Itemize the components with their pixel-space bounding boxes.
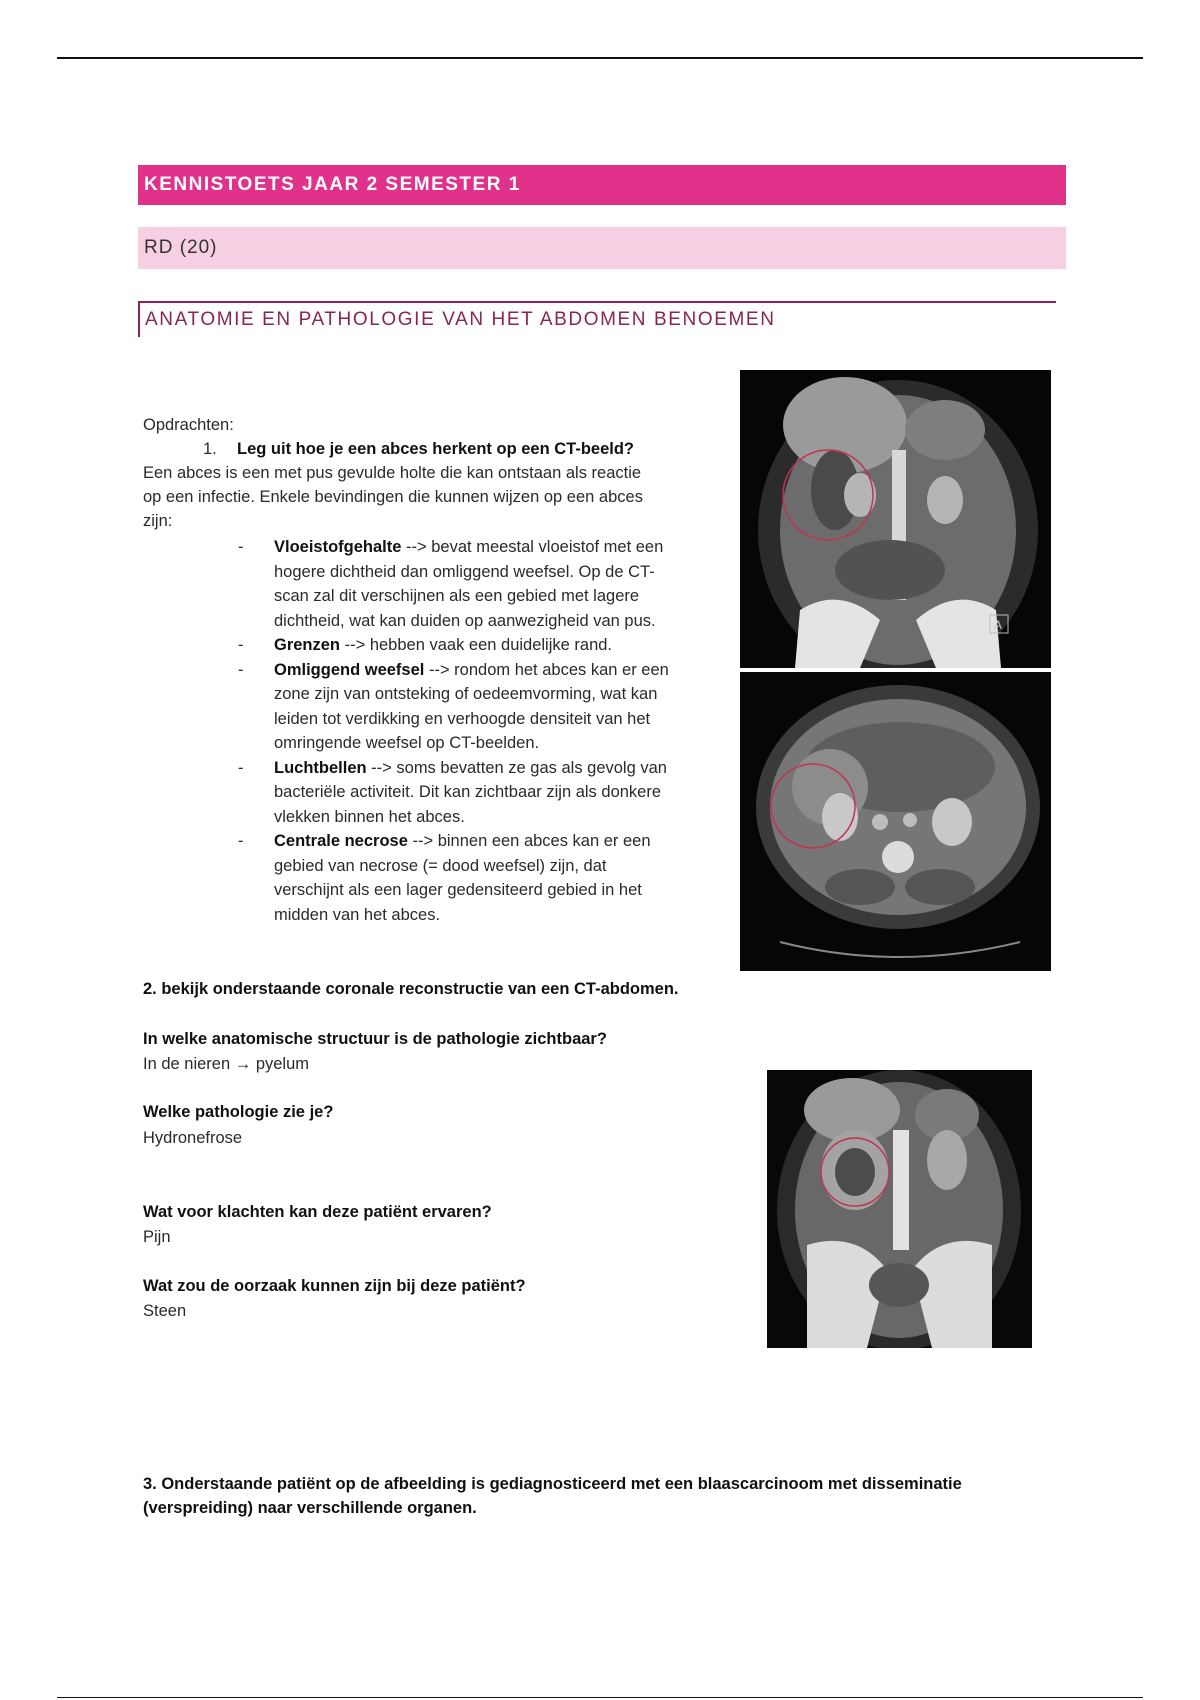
bullet-text: dichtheid, wat kan duiden op aanwezigheid van pus. <box>274 611 656 630</box>
bullet-dash: - <box>238 832 244 850</box>
question-2a: In welke anatomische structuur is de pathologie zichtbaar? <box>143 1030 607 1048</box>
question-3-line: (verspreiding) naar verschillende organen. <box>143 1499 477 1517</box>
list-item <box>238 535 718 633</box>
bullet-dash: - <box>238 660 244 679</box>
answer-2a: In de nieren → pyelum <box>143 1055 310 1073</box>
question-1-title: Leg uit hoe je een abces herkent op een CT-beeld? <box>237 440 635 458</box>
subtitle-banner: RD (20) <box>138 227 1066 269</box>
bullet-text: verschijnt als een lager gedensiteerd gebied in het <box>274 881 642 899</box>
hydronephrosis-ct-image <box>767 1070 1032 1348</box>
answer-line: Een abces is een met pus gevulde holte die kan ontstaan als reactie <box>143 464 642 482</box>
bullet-text: scan zal dit verschijnen als een gebied met lagere <box>274 587 640 605</box>
bullet-text: --> binnen een abces kan er een <box>407 832 651 850</box>
top-rule <box>57 57 1143 59</box>
bullet-term: Grenzen <box>274 636 341 654</box>
section-heading: ANATOMIE EN PATHOLOGIE VAN HET ABDOMEN BENOEMEN <box>138 301 1056 337</box>
axial-ct-image <box>740 672 1051 971</box>
bullet-text: omringende weefsel op CT-beelden. <box>274 734 540 752</box>
bullet-text: leiden tot verdikking en verhoogde densiteit van het <box>274 709 651 728</box>
answer-2b: Hydronefrose <box>143 1129 243 1147</box>
list-item <box>238 829 718 927</box>
answer-line: zijn: <box>143 512 173 530</box>
bullet-term: Vloeistofgehalte <box>274 538 402 556</box>
bullet-text: --> rondom het abces kan er een <box>424 660 669 679</box>
question-2b: Welke pathologie zie je? <box>143 1103 334 1121</box>
bullet-text: midden van het abces. <box>274 905 441 924</box>
bullet-dash: - <box>238 538 244 556</box>
list-item <box>238 633 718 658</box>
list-item <box>238 756 718 830</box>
bullet-text: hogere dichtheid dan omliggend weefsel. Op de CT- <box>274 562 655 581</box>
assignments-label: Opdrachten: <box>143 416 234 434</box>
bullet-text: --> soms bevatten ze gas als gevolg van <box>366 758 667 777</box>
question-2c: Wat voor klachten kan deze patiënt ervaren? <box>143 1203 492 1221</box>
bullet-text: --> bevat meestal vloeistof met een <box>401 538 664 556</box>
question-2-title: 2. bekijk onderstaande coronale reconstructie van een CT-abdomen. <box>143 980 679 998</box>
bullet-text: --> hebben vaak een duidelijke rand. <box>340 636 613 654</box>
answer-2c: Pijn <box>143 1228 171 1246</box>
bullet-dash: - <box>238 636 244 654</box>
bullet-text: vlekken binnen het abces. <box>274 807 465 826</box>
coronal-ct-image <box>740 370 1051 668</box>
bullet-term: Centrale necrose <box>274 832 408 850</box>
bullet-text: gebied van necrose (= dood weefsel) zijn, dat <box>274 856 607 875</box>
bullet-dash: - <box>238 758 244 777</box>
bullet-term: Luchtbellen <box>274 758 367 777</box>
bullet-text: bacteriële activiteit. Dit kan zichtbaar zijn als donkere <box>274 783 662 801</box>
list-item <box>238 658 718 756</box>
question-1-number: 1. <box>203 440 217 458</box>
abscess-findings-list <box>238 535 718 927</box>
answer-line: op een infectie. Enkele bevindingen die kunnen wijzen op een abces <box>143 488 643 506</box>
image-marker: A <box>994 618 1003 632</box>
question-2d: Wat zou de oorzaak kunnen zijn bij deze patiënt? <box>143 1277 526 1295</box>
question-3-line: 3. Onderstaande patiënt op de afbeelding is gediagnosticeerd met een blaascarcinoom met disseminatie <box>143 1475 962 1493</box>
bottom-rule <box>57 1697 1143 1698</box>
page-title-banner: KENNISTOETS JAAR 2 SEMESTER 1 <box>138 165 1066 205</box>
bullet-term: Omliggend weefsel <box>274 660 425 679</box>
answer-2d: Steen <box>143 1302 187 1320</box>
bullet-text: zone zijn van ontsteking of oedeemvorming, wat kan <box>274 685 658 703</box>
